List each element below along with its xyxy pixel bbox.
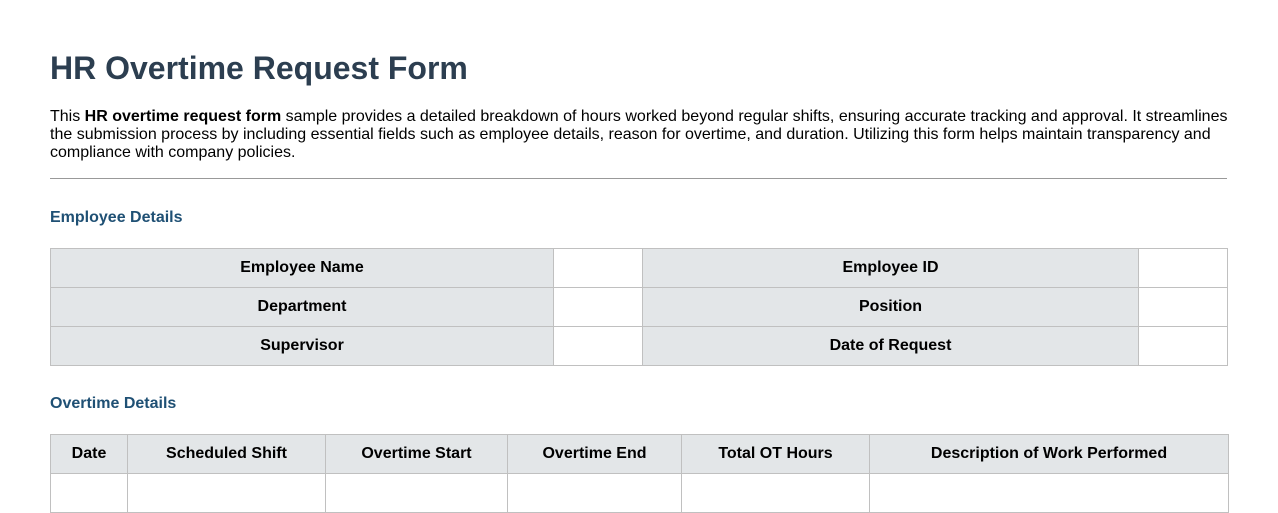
position-field[interactable]	[1139, 288, 1228, 327]
supervisor-label: Supervisor	[51, 327, 554, 366]
column-header-scheduled-shift: Scheduled Shift	[128, 435, 326, 474]
table-row	[51, 327, 1228, 366]
section-heading-employee: Employee Details	[50, 209, 183, 226]
divider	[50, 178, 1227, 179]
overtime-end-cell[interactable]	[508, 474, 682, 513]
date-cell[interactable]	[51, 474, 128, 513]
column-header-total-ot-hours: Total OT Hours	[682, 435, 870, 474]
column-header-description: Description of Work Performed	[870, 435, 1229, 474]
table-row	[51, 288, 1228, 327]
description-cell[interactable]	[870, 474, 1229, 513]
employee-name-label: Employee Name	[51, 249, 554, 288]
department-label: Department	[51, 288, 554, 327]
employee-details-table	[50, 248, 1228, 366]
total-ot-hours-cell[interactable]	[682, 474, 870, 513]
scheduled-shift-cell[interactable]	[128, 474, 326, 513]
intro-suffix: sample provides a detailed breakdown of hours worked beyond regular shifts, ensuring accurate tracking and approval. It streamlines the submission process by including essential fields such as employee details, reason for overtime, and duration. Utilizing this form helps maintain transparency and compliance with company policies.	[50, 108, 1228, 161]
table-header-row	[51, 435, 1229, 474]
employee-name-field[interactable]	[554, 249, 643, 288]
position-label: Position	[643, 288, 1139, 327]
intro-bold: HR overtime request form	[84, 108, 282, 125]
section-heading-overtime: Overtime Details	[50, 395, 177, 412]
page-title: HR Overtime Request Form	[50, 50, 468, 86]
supervisor-field[interactable]	[554, 327, 643, 366]
table-row	[51, 474, 1229, 513]
date-of-request-field[interactable]	[1139, 327, 1228, 366]
date-of-request-label: Date of Request	[643, 327, 1139, 366]
employee-id-field[interactable]	[1139, 249, 1228, 288]
table-row	[51, 249, 1228, 288]
overtime-start-cell[interactable]	[326, 474, 508, 513]
employee-id-label: Employee ID	[643, 249, 1139, 288]
overtime-details-table	[50, 434, 1229, 513]
column-header-date: Date	[51, 435, 128, 474]
column-header-overtime-start: Overtime Start	[326, 435, 508, 474]
column-header-overtime-end: Overtime End	[508, 435, 682, 474]
intro-prefix: This	[50, 108, 85, 125]
intro-paragraph	[50, 108, 1230, 162]
department-field[interactable]	[554, 288, 643, 327]
